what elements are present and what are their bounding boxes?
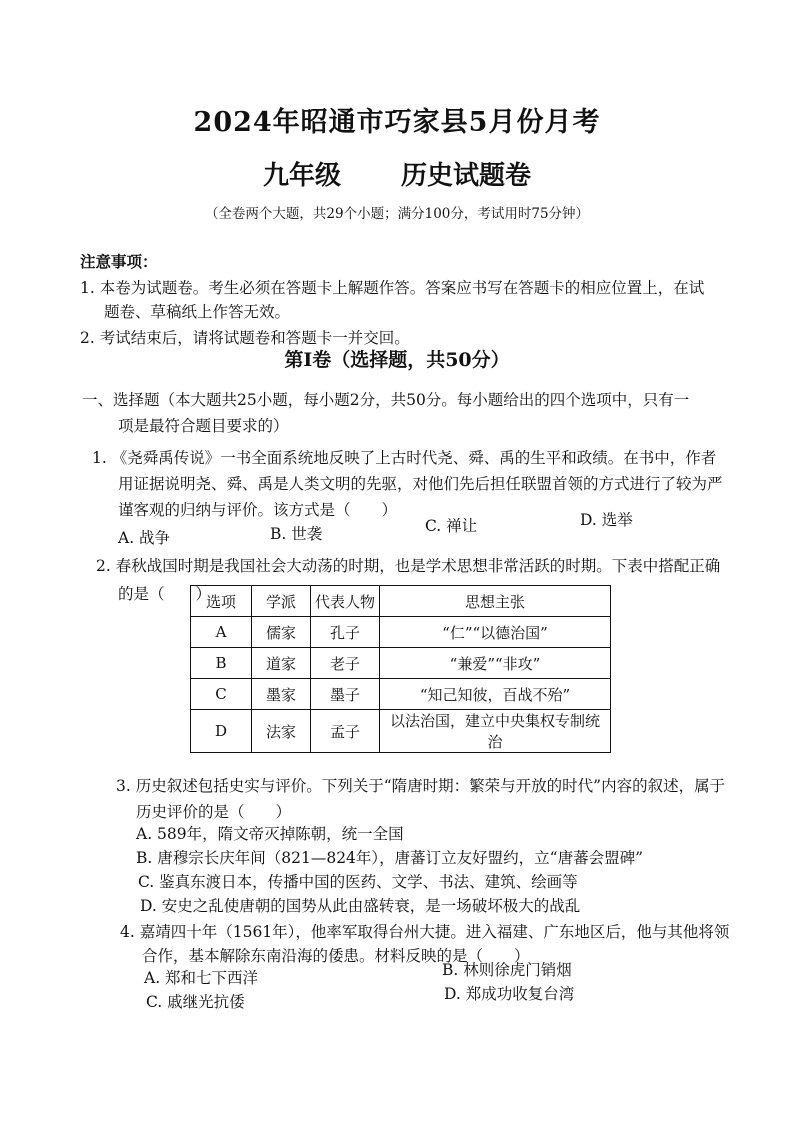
table-cell: “知己知彼，百战不殆”: [380, 679, 611, 710]
q3-stem-line1: 3. 历史叙述包括史实与评价。下列关于“隋唐时期：繁荣与开放的时代”内容的叙述，属于: [116, 777, 726, 795]
q2-stem-line2: 的是（ ）: [118, 585, 212, 603]
section-title: 第Ⅰ卷（选择题，共50分）: [284, 349, 510, 371]
q3-stem-line2: 历史评价的是（ ）: [136, 803, 292, 821]
table-header-cell: 思想主张: [380, 586, 611, 617]
q1-option-a: A. 战争: [118, 529, 171, 547]
q3-option-c: C. 鉴真东渡日本，传播中国的医药、文学、书法、建筑、绘画等: [138, 873, 578, 891]
q4-stem-line1: 4. 嘉靖四十年（1561年），他率军取得台州大捷。进入福建、广东地区后，他与其他将领: [120, 923, 730, 941]
table-cell: 以法治国，建立中央集权专制统治: [380, 710, 611, 753]
exam-subtitle: [0, 155, 794, 192]
q4-stem-line2: 合作，基本解除东南沿海的倭患。材料反映的是（ ）: [142, 947, 530, 965]
table-cell: 法家: [252, 710, 311, 753]
q4-option-a: A. 郑和七下西洋: [144, 969, 259, 987]
q3-option-b: B. 唐穆宗长庆年间（821—824年），唐蕃订立友好盟约，立“唐蕃会盟碑”: [136, 849, 644, 867]
table-row: [191, 710, 611, 753]
grade-label: 九年级: [262, 161, 341, 191]
q2-table: [190, 585, 611, 753]
q4-option-c: C. 戚继光抗倭: [146, 993, 245, 1011]
table-cell: A: [191, 617, 252, 648]
table-cell: “仁”“以德治国”: [380, 617, 611, 648]
q3-option-a: A. 589年，隋文帝灭掉陈朝，统一全国: [136, 825, 404, 843]
q1-option-b: B. 世袭: [270, 525, 323, 543]
table-cell: 儒家: [252, 617, 311, 648]
note-2: 2. 考试结束后，请将试题卷和答题卡一并交回。: [80, 329, 410, 347]
table-cell: “兼爱”“非攻”: [380, 648, 611, 679]
q1-option-d: D. 选举: [580, 511, 633, 529]
section-intro-cont: 项是最符合题目要求的）: [118, 417, 289, 435]
table-header-cell: 学派: [252, 586, 311, 617]
q1-stem-line3: 谨客观的归纳与评价。该方式是（ ）: [118, 501, 398, 519]
table-cell: 墨家: [252, 679, 311, 710]
table-cell: 墨子: [311, 679, 380, 710]
table-row: [191, 648, 611, 679]
table-cell: B: [191, 648, 252, 679]
notes-heading: 注意事项：: [80, 252, 158, 271]
note-1: 1. 本卷为试题卷。考生必须在答题卡上解题作答。答案应书写在答题卡的相应位置上，在试: [80, 279, 705, 297]
table-cell: D: [191, 710, 252, 753]
q1-option-c: C. 禅让: [425, 517, 478, 535]
q4-option-d: D. 郑成功收复台湾: [444, 985, 575, 1003]
table-cell: 道家: [252, 648, 311, 679]
table-row: [191, 679, 611, 710]
table-cell: 孔子: [311, 617, 380, 648]
section-intro: 一、选择题（本大题共25小题，每小题2分，共50分。每小题给出的四个选项中，只有一: [82, 391, 690, 409]
q1-stem-line2: 用证据说明尧、舜、禹是人类文明的先驱，对他们先后担任联盟首领的方式进行了较为严: [118, 475, 723, 493]
table-header-row: [191, 586, 611, 617]
exam-title: 2024年昭通市巧家县5月份月考: [193, 107, 601, 138]
q1-stem-line1: 1. 《尧舜禹传说》一书全面系统地反映了上古时代尧、舜、禹的生平和政绩。在书中，作者: [92, 449, 717, 467]
q3-option-d: D. 安史之乱使唐朝的国势从此由盛转衰，是一场破坏极大的战乱: [140, 897, 581, 915]
table-row: [191, 617, 611, 648]
table-cell: C: [191, 679, 252, 710]
exam-meta: （全卷两个大题，共29个小题；满分100分，考试用时75分钟）: [204, 206, 590, 222]
note-1-cont: 题卷、草稿纸上作答无效。: [104, 303, 291, 321]
table-cell: 老子: [311, 648, 380, 679]
q2-stem-line1: 2. 春秋战国时期是我国社会大动荡的时期，也是学术思想非常活跃的时期。下表中搭配正确: [96, 557, 721, 575]
subject-label: 历史试题卷: [401, 161, 532, 191]
table-cell: 孟子: [311, 710, 380, 753]
table-header-cell: 选项: [191, 586, 252, 617]
table-header-cell: 代表人物: [311, 586, 380, 617]
q4-option-b: B. 林则徐虎门销烟: [442, 961, 572, 979]
